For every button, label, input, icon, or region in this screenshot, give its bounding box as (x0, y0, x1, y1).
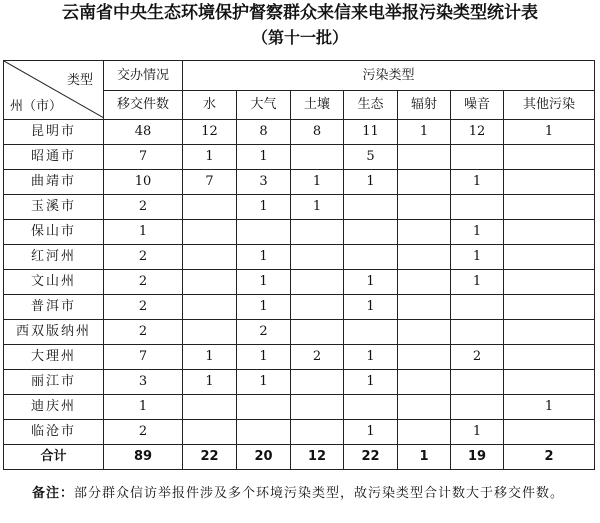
pollution-count-cell (504, 320, 595, 345)
pollution-type-header-ecology: 生态 (344, 91, 398, 120)
city-name-cell: 丽江市 (4, 370, 104, 395)
pollution-count-cell (504, 345, 595, 370)
pollution-count-cell (451, 145, 504, 170)
city-name-cell: 红河州 (4, 245, 104, 270)
total-value-cell: 12 (291, 445, 344, 470)
city-name-cell: 曲靖市 (4, 170, 104, 195)
pollution-count-cell (504, 145, 595, 170)
pollution-count-cell: 12 (183, 120, 237, 145)
pollution-count-cell (398, 345, 451, 370)
pollution-count-cell: 5 (344, 145, 398, 170)
pollution-count-cell (398, 370, 451, 395)
total-row (4, 445, 595, 470)
pollution-count-cell: 1 (451, 220, 504, 245)
footnote-text: 部分群众信访举报件涉及多个环境污染类型，故污染类型合计数大于移交件数。 (74, 486, 565, 501)
pollution-count-cell (504, 170, 595, 195)
pollution-count-cell: 1 (183, 370, 237, 395)
pollution-count-cell: 8 (237, 120, 291, 145)
pollution-count-cell (504, 270, 595, 295)
pollution-count-cell (451, 295, 504, 320)
transfer-count-cell: 2 (104, 245, 183, 270)
total-value-cell: 2 (504, 445, 595, 470)
city-name-cell: 玉溪市 (4, 195, 104, 220)
pollution-count-cell (291, 245, 344, 270)
footnote (8, 484, 594, 503)
corner-type-label: 类型 (66, 73, 93, 88)
total-value-cell: 89 (104, 445, 183, 470)
pollution-count-cell: 1 (504, 395, 595, 420)
city-name-cell: 保山市 (4, 220, 104, 245)
corner-city-label: 州（市） (10, 99, 63, 114)
table-row (4, 195, 595, 220)
pollution-count-cell: 1 (504, 120, 595, 145)
pollution-count-cell (237, 220, 291, 245)
pollution-count-cell (291, 320, 344, 345)
pollution-count-cell (504, 220, 595, 245)
transfer-count-cell: 10 (104, 170, 183, 195)
pollution-count-cell: 12 (451, 120, 504, 145)
pollution-count-cell: 7 (183, 170, 237, 195)
pollution-type-header-soil: 土壤 (291, 91, 344, 120)
pollution-count-cell: 1 (291, 170, 344, 195)
pollution-count-cell (183, 320, 237, 345)
pollution-count-cell: 1 (344, 370, 398, 395)
transfer-count-cell: 3 (104, 370, 183, 395)
pollution-count-cell: 1 (398, 120, 451, 145)
pollution-count-cell (344, 220, 398, 245)
page-subtitle: （第十一批） (251, 28, 348, 47)
statistics-table (3, 60, 595, 470)
city-name-cell: 昭通市 (4, 145, 104, 170)
pollution-count-cell: 1 (237, 195, 291, 220)
pollution-count-cell (398, 145, 451, 170)
pollution-count-cell: 2 (291, 345, 344, 370)
transfer-count-cell: 1 (104, 395, 183, 420)
pollution-type-header-other: 其他污染 (504, 91, 595, 120)
header-row-1 (4, 61, 595, 91)
pollution-count-cell (237, 395, 291, 420)
pollution-count-cell (291, 295, 344, 320)
pollution-count-cell (398, 420, 451, 445)
pollution-count-cell (398, 295, 451, 320)
pollution-count-cell (504, 245, 595, 270)
transfer-count-header: 移交件数 (104, 91, 183, 120)
pollution-type-header-water: 水 (183, 91, 237, 120)
pollution-count-cell (451, 195, 504, 220)
total-value-cell: 22 (183, 445, 237, 470)
transfer-count-cell: 48 (104, 120, 183, 145)
pollution-count-cell: 2 (237, 320, 291, 345)
table-row (4, 270, 595, 295)
pollution-type-header-noise: 噪音 (451, 91, 504, 120)
table-row (4, 320, 595, 345)
pollution-count-cell: 8 (291, 120, 344, 145)
pollution-count-cell: 1 (451, 245, 504, 270)
city-name-cell: 普洱市 (4, 295, 104, 320)
pollution-count-cell (183, 195, 237, 220)
table-row (4, 145, 595, 170)
pollution-count-cell: 1 (237, 145, 291, 170)
pollution-count-cell (398, 395, 451, 420)
pollution-count-cell (451, 320, 504, 345)
pollution-count-cell: 1 (237, 370, 291, 395)
city-name-cell: 文山州 (4, 270, 104, 295)
table-row (4, 220, 595, 245)
corner-header-cell (4, 61, 104, 120)
table-row (4, 370, 595, 395)
pollution-count-cell (183, 295, 237, 320)
transfer-count-cell: 1 (104, 220, 183, 245)
pollution-count-cell: 11 (344, 120, 398, 145)
transfer-count-cell: 7 (104, 345, 183, 370)
table-row (4, 395, 595, 420)
pollution-count-cell: 1 (237, 270, 291, 295)
total-value-cell: 19 (451, 445, 504, 470)
pollution-count-cell: 1 (237, 345, 291, 370)
pollution-count-cell (291, 145, 344, 170)
table-row (4, 420, 595, 445)
pollution-count-cell (291, 220, 344, 245)
pollution-count-cell: 1 (237, 295, 291, 320)
total-value-cell: 1 (398, 445, 451, 470)
pollution-type-header-air: 大气 (237, 91, 291, 120)
pollution-count-cell (504, 295, 595, 320)
total-value-cell: 22 (344, 445, 398, 470)
pollution-count-cell (291, 420, 344, 445)
pollution-count-cell: 1 (451, 420, 504, 445)
page-title: 云南省中央生态环境保护督察群众来信来电举报污染类型统计表 (62, 3, 538, 23)
pollution-count-cell: 1 (237, 245, 291, 270)
pollution-count-cell (398, 270, 451, 295)
city-name-cell: 西双版纳州 (4, 320, 104, 345)
table-row (4, 245, 595, 270)
city-name-cell: 迪庆州 (4, 395, 104, 420)
pollution-type-header-radiation: 辐射 (398, 91, 451, 120)
pollution-count-cell: 1 (344, 170, 398, 195)
pollution-count-cell (344, 245, 398, 270)
pollution-count-cell (344, 320, 398, 345)
pollution-count-cell (291, 395, 344, 420)
pollution-count-cell: 1 (451, 270, 504, 295)
pollution-count-cell (398, 170, 451, 195)
transfer-count-cell: 2 (104, 295, 183, 320)
pollution-count-cell (183, 420, 237, 445)
pollution-count-cell (344, 395, 398, 420)
pollution-count-cell (398, 320, 451, 345)
transfer-count-cell: 2 (104, 195, 183, 220)
transfer-count-cell: 2 (104, 320, 183, 345)
city-name-cell: 昆明市 (4, 120, 104, 145)
table-row (4, 295, 595, 320)
pollution-count-cell (344, 195, 398, 220)
pollution-group-header: 污染类型 (183, 61, 595, 91)
pollution-count-cell (451, 395, 504, 420)
pollution-count-cell (398, 220, 451, 245)
transfer-count-cell: 7 (104, 145, 183, 170)
city-name-cell: 大理州 (4, 345, 104, 370)
total-label-cell: 合计 (4, 445, 104, 470)
transfer-count-cell: 2 (104, 420, 183, 445)
pollution-count-cell (237, 420, 291, 445)
table-row (4, 170, 595, 195)
transfer-group-header: 交办情况 (104, 61, 183, 91)
total-value-cell: 20 (237, 445, 291, 470)
transfer-count-cell: 2 (104, 270, 183, 295)
pollution-count-cell: 1 (291, 195, 344, 220)
pollution-count-cell (504, 420, 595, 445)
pollution-count-cell (504, 195, 595, 220)
table-row (4, 345, 595, 370)
pollution-count-cell: 1 (344, 270, 398, 295)
pollution-count-cell: 1 (344, 345, 398, 370)
pollution-count-cell: 2 (451, 345, 504, 370)
pollution-count-cell (291, 370, 344, 395)
pollution-count-cell: 1 (451, 170, 504, 195)
pollution-count-cell: 1 (183, 145, 237, 170)
pollution-count-cell (183, 270, 237, 295)
table-row (4, 120, 595, 145)
pollution-count-cell: 1 (344, 420, 398, 445)
pollution-count-cell (291, 270, 344, 295)
pollution-count-cell: 3 (237, 170, 291, 195)
pollution-count-cell (183, 395, 237, 420)
city-name-cell: 临沧市 (4, 420, 104, 445)
pollution-count-cell (183, 220, 237, 245)
pollution-count-cell: 1 (183, 345, 237, 370)
pollution-count-cell (183, 245, 237, 270)
pollution-count-cell (451, 370, 504, 395)
pollution-count-cell (398, 195, 451, 220)
pollution-count-cell (504, 370, 595, 395)
pollution-count-cell (398, 245, 451, 270)
pollution-count-cell: 1 (344, 295, 398, 320)
footnote-label: 备注： (32, 486, 75, 501)
